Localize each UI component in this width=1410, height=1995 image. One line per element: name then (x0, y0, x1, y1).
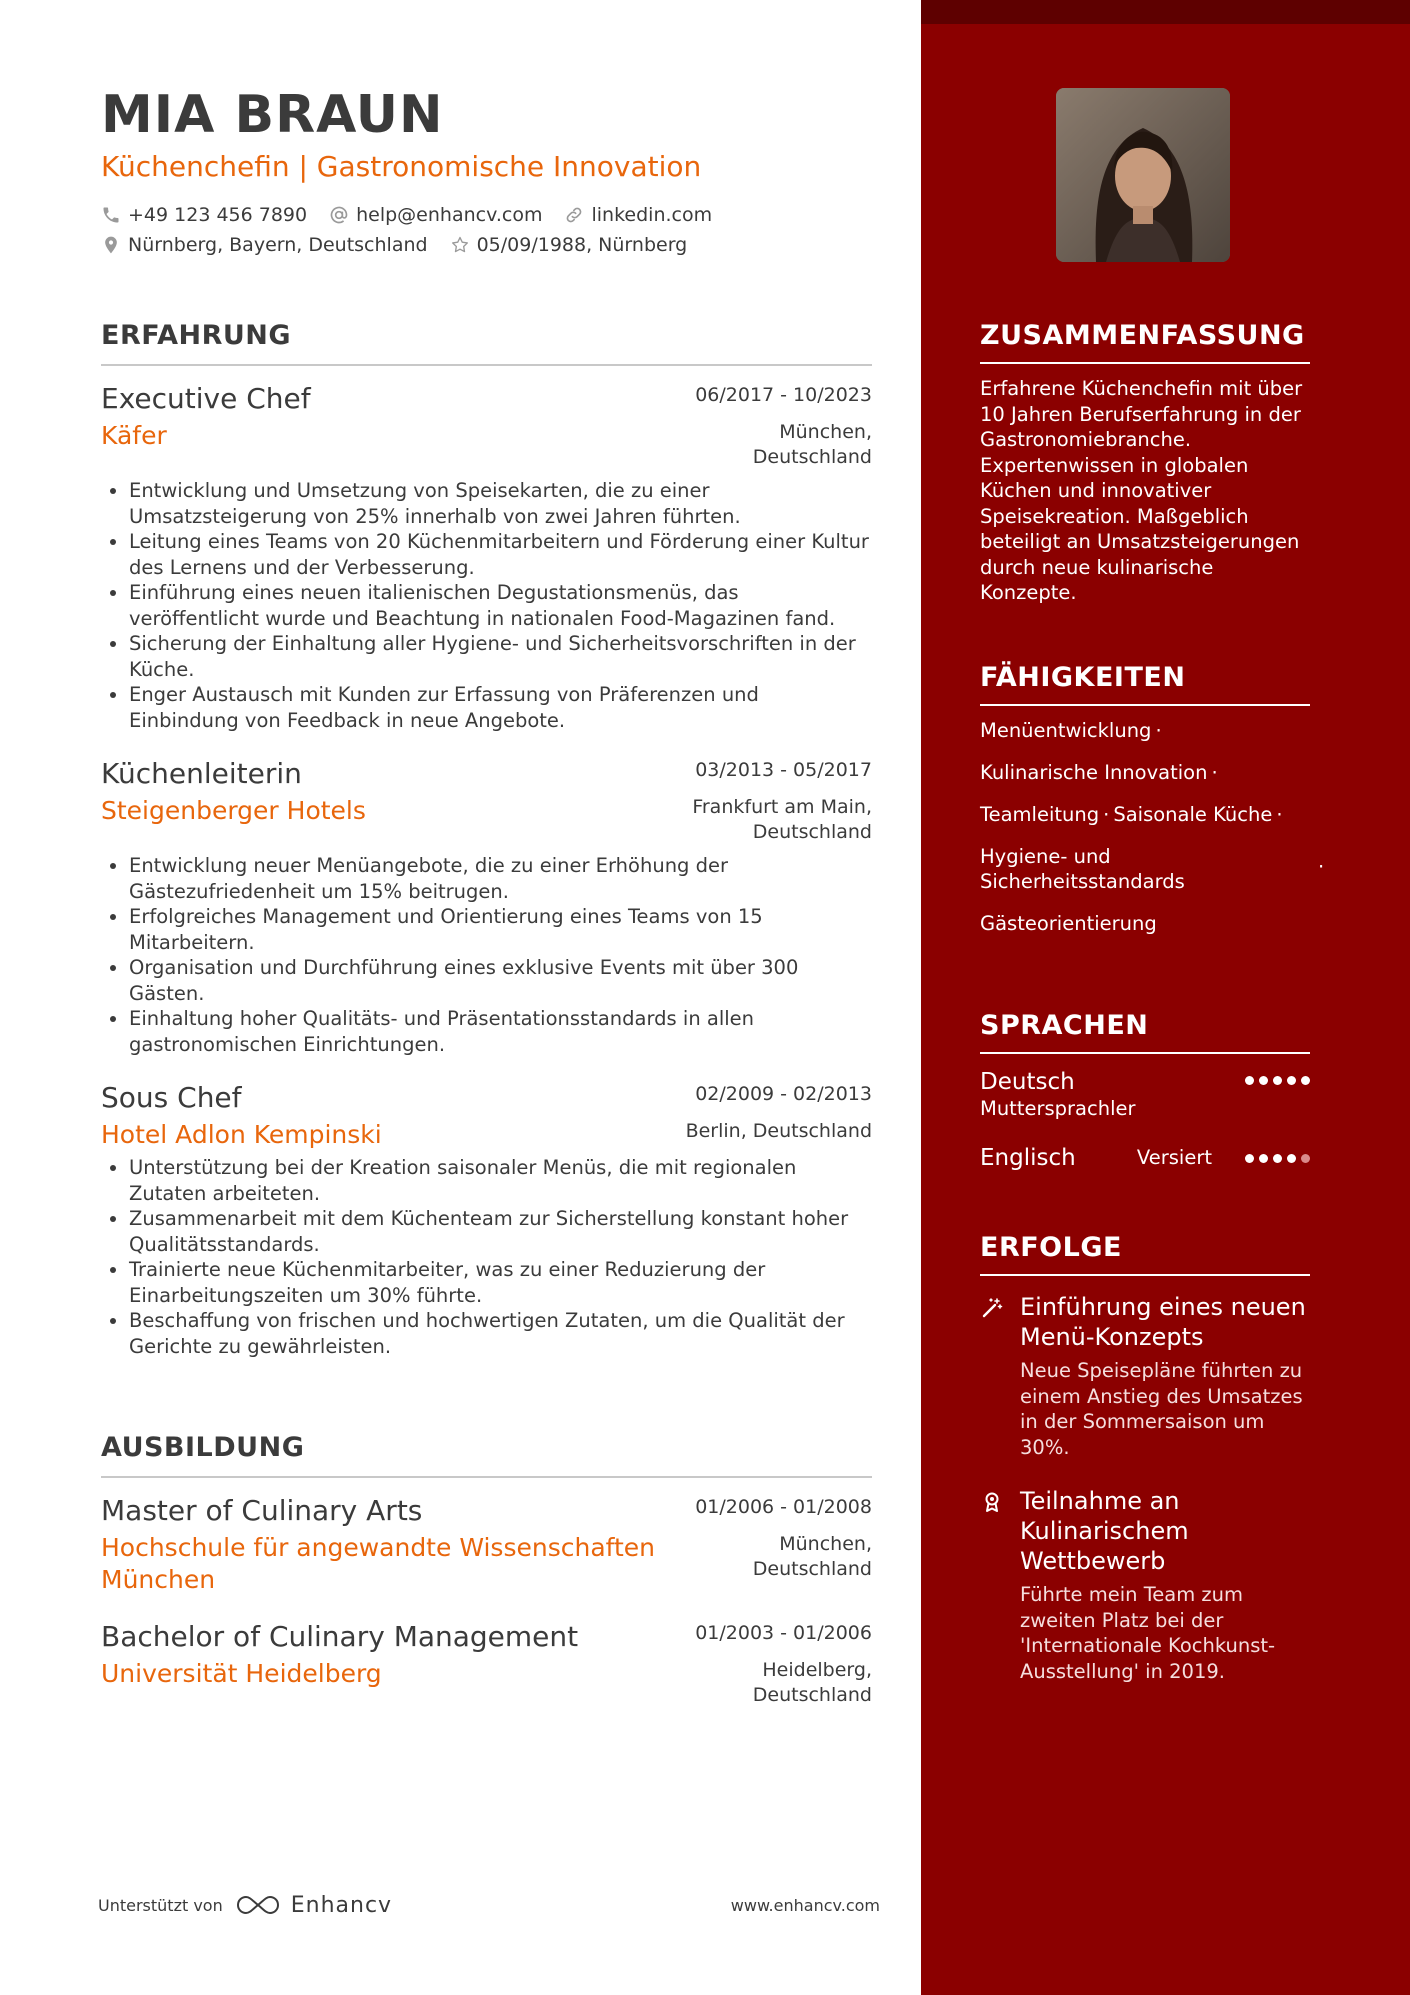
education-section (101, 1430, 872, 1708)
contact-row-2 (101, 230, 881, 260)
language-name: Englisch (980, 1145, 1076, 1171)
rating-dot (1245, 1076, 1254, 1085)
skill-separator: · (1155, 719, 1162, 742)
experience-entry (101, 1079, 872, 1359)
school-location (753, 1532, 872, 1582)
language-name: Deutsch (980, 1069, 1075, 1095)
contact-info (101, 200, 881, 260)
skill-tag: Hygiene- und Sicherheitsstandards (980, 845, 1185, 893)
rating-dot (1259, 1076, 1268, 1085)
languages-title: SPRACHEN (980, 1008, 1310, 1054)
experience-title: ERFAHRUNG (101, 318, 872, 366)
job-role: Sous Chef (101, 1081, 242, 1114)
bullet-item: • Organisation und Durchführung eines exklusive Events mit über 300 Gästen. (129, 955, 872, 1006)
bullet-item: • Unterstützung bei der Kreation saisonaler Menüs, die mit regionalen Zutaten arbeiteten. (129, 1155, 872, 1206)
bullet-item: • Entwicklung und Umsetzung von Speisekarten, die zu einer Umsatzsteigerung von 25% innerhalb von zwei Jahren führten. (129, 478, 872, 529)
job-dates: 03/2013 - 05/2017 (695, 759, 872, 781)
rating-dot (1301, 1076, 1310, 1085)
achievement-title: Teilnahme an Kulinarischem Wettbewerb (1020, 1487, 1189, 1575)
bullet-item: • Erfolgreiches Management und Orientierung eines Teams von 15 Mitarbeitern. (129, 904, 872, 955)
experience-entry (101, 380, 872, 733)
degree-title: Master of Culinary Arts (101, 1494, 423, 1527)
candidate-headline: Küchenchefin | Gastronomische Innovation (101, 150, 702, 183)
enhancv-logo-icon (235, 1892, 281, 1918)
summary-section (980, 318, 1310, 606)
language-level: Muttersprachler (980, 1097, 1136, 1120)
job-location-line: Frankfurt am Main, (692, 796, 872, 818)
birth-text: 05/09/1988, Nürnberg (476, 234, 688, 256)
star-icon (450, 235, 470, 255)
job-bullets (101, 478, 872, 733)
job-dates: 02/2009 - 02/2013 (695, 1083, 872, 1105)
phone-text: +49 123 456 7890 (128, 204, 308, 226)
achievements-section (980, 1230, 1310, 1684)
language-rating (1245, 1076, 1310, 1085)
skill-tag: Menüentwicklung (980, 719, 1152, 742)
bullet-item: • Einhaltung hoher Qualitäts- und Präsentationsstandards in allen gastronomischen Einrichtungen. (129, 1006, 872, 1057)
school-location-line: Heidelberg, (762, 1659, 872, 1681)
skill-tag: Saisonale Küche (1113, 803, 1273, 826)
enhancv-logo[interactable] (235, 1892, 392, 1918)
rating-dot (1287, 1076, 1296, 1085)
job-role: Küchenleiterin (101, 757, 302, 790)
rating-dot (1301, 1154, 1310, 1163)
footer (98, 1892, 880, 1918)
brand-name: Enhancv (290, 1892, 393, 1918)
job-location-line: Berlin, Deutschland (685, 1120, 872, 1142)
portrait-image (1056, 88, 1230, 262)
powered-by-text: Unterstützt von (98, 1895, 223, 1915)
school-location-line: Deutschland (752, 1684, 872, 1706)
link-icon (564, 205, 584, 225)
contact-location (101, 234, 428, 256)
school-name: Hochschule für angewandte Wissenschaften München (101, 1533, 656, 1594)
contact-phone[interactable] (101, 204, 307, 226)
skill-tag: Teamleitung (980, 803, 1100, 826)
email-text: help@enhancv.com (356, 204, 543, 226)
education-title: AUSBILDUNG (101, 1430, 872, 1478)
powered-by (98, 1892, 392, 1918)
education-dates: 01/2003 - 01/2006 (695, 1622, 872, 1644)
job-role: Executive Chef (101, 382, 311, 415)
language-item (980, 1068, 1310, 1122)
job-dates: 06/2017 - 10/2023 (695, 384, 872, 406)
school-name: Universität Heidelberg (101, 1659, 382, 1688)
skill-separator: · (1103, 803, 1110, 826)
resume-header (101, 82, 881, 260)
achievement-item (980, 1486, 1310, 1684)
summary-text: Erfahrene Küchenchefin mit über 10 Jahren Berufserfahrung in der Gastronomiebranche. Expertenwissen in globalen Küchen und innovativer Speisekreation. Maßgeblich beteiligt an Umsatzsteigerungen durch neue kulinarische Konzepte. (980, 377, 1303, 604)
job-location-line: Deutschland (752, 821, 872, 843)
job-bullets (101, 1155, 872, 1359)
skill-tag: Kulinarische Innovation (980, 761, 1208, 784)
skill-separator: · (1276, 803, 1283, 826)
phone-icon (101, 205, 121, 225)
award-ribbon-icon (980, 1490, 1006, 1516)
sidebar-top-bar (921, 0, 1410, 24)
skill-separator: · (1211, 761, 1218, 784)
bullet-item: • Zusammenarbeit mit dem Küchenteam zur Sicherstellung konstant hoher Qualitätsstandards. (129, 1206, 872, 1257)
skill-separator: · (1318, 855, 1325, 878)
experience-entry (101, 755, 872, 1057)
skills-section (980, 660, 1325, 953)
profile-photo (1056, 88, 1230, 262)
achievement-item (980, 1292, 1310, 1460)
bullet-item: • Entwicklung neuer Menüangebote, die zu einer Erhöhung der Gästezufriedenheit um 15% beitrugen. (129, 853, 872, 904)
bullet-item: • Beschaffung von frischen und hochwertigen Zutaten, um die Qualität der Gerichte zu gewährleisten. (129, 1308, 872, 1359)
skill-tag: Gästeorientierung (980, 912, 1157, 935)
contact-email[interactable] (329, 204, 542, 226)
job-bullets (101, 853, 872, 1057)
bullet-item: • Einführung eines neuen italienischen Degustationsmenüs, das veröffentlicht wurde und Beachtung in nationalen Food-Magazinen fand. (129, 580, 872, 631)
rating-dot (1273, 1076, 1282, 1085)
magic-wand-icon (980, 1296, 1006, 1322)
achievements-title: ERFOLGE (980, 1230, 1310, 1276)
footer-url[interactable]: www.enhancv.com (730, 1895, 880, 1915)
language-item (980, 1144, 1310, 1172)
bullet-item: • Enger Austausch mit Kunden zur Erfassung von Präferenzen und Einbindung von Feedback in neue Angebote. (129, 682, 872, 733)
job-location-line: München, (779, 421, 872, 443)
location-pin-icon (101, 235, 121, 255)
education-entry (101, 1618, 872, 1708)
bullet-item: • Trainierte neue Küchenmitarbeiter, was zu einer Reduzierung der Einarbeitungszeiten um 30% führte. (129, 1257, 872, 1308)
languages-section (980, 1008, 1310, 1172)
rating-dot (1259, 1154, 1268, 1163)
job-company: Steigenberger Hotels (101, 796, 366, 825)
contact-link[interactable] (564, 204, 712, 226)
candidate-name: MIA BRAUN (101, 85, 444, 145)
degree-title: Bachelor of Culinary Management (101, 1620, 579, 1653)
rating-dot (1245, 1154, 1254, 1163)
rating-dot (1287, 1154, 1296, 1163)
language-rating (1245, 1154, 1310, 1163)
contact-row-1 (101, 200, 881, 230)
bullet-item: • Sicherung der Einhaltung aller Hygiene- und Sicherheitsvorschriften in der Küche. (129, 631, 872, 682)
skills-list (980, 718, 1325, 936)
education-entry (101, 1492, 872, 1596)
at-sign-icon (329, 205, 349, 225)
job-location (692, 795, 872, 845)
job-location (686, 1119, 872, 1144)
contact-birth (450, 234, 688, 256)
school-location (753, 1658, 872, 1708)
job-location (753, 420, 872, 470)
summary-title: ZUSAMMENFASSUNG (980, 318, 1310, 364)
sidebar (921, 0, 1410, 1995)
skills-title: FÄHIGKEITEN (980, 660, 1310, 706)
rating-dot (1273, 1154, 1282, 1163)
experience-section (101, 318, 872, 1359)
job-company: Hotel Adlon Kempinski (101, 1120, 382, 1149)
education-dates: 01/2006 - 01/2008 (695, 1496, 872, 1518)
bullet-item: • Leitung eines Teams von 20 Küchenmitarbeitern und Förderung einer Kultur des Lernens und der Verbesserung. (129, 529, 872, 580)
achievement-title: Einführung eines neuen Menü-Konzepts (1020, 1293, 1306, 1351)
school-location-line: Deutschland (752, 1558, 872, 1580)
link-text: linkedin.com (591, 204, 713, 226)
achievement-desc: Neue Speisepläne führten zu einem Anstieg des Umsatzes in der Sommersaison um 30%. (1020, 1359, 1303, 1459)
language-level: Versiert (1136, 1146, 1212, 1169)
job-company: Käfer (101, 421, 167, 450)
job-location-line: Deutschland (752, 446, 872, 468)
achievement-desc: Führte mein Team zum zweiten Platz bei der 'Internationale Kochkunst-Ausstellung' in 2019. (1020, 1583, 1276, 1683)
location-text: Nürnberg, Bayern, Deutschland (128, 234, 428, 256)
school-location-line: München, (779, 1533, 872, 1555)
